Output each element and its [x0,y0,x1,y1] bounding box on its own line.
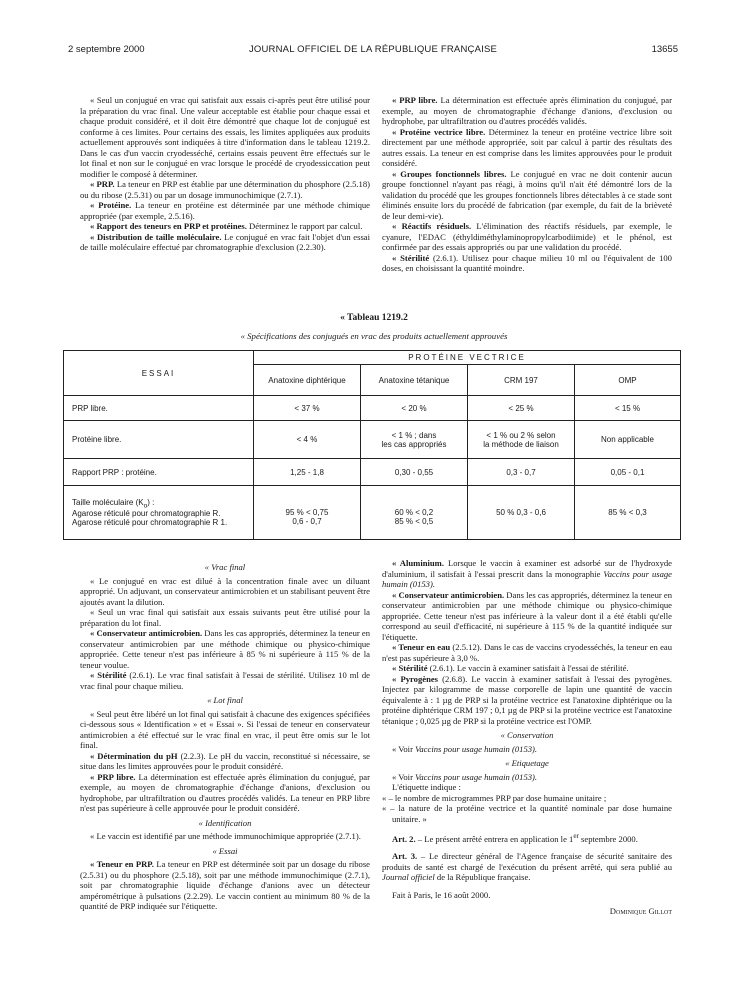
date-line: Fait à Paris, le 16 août 2000. [392,889,491,900]
table-cell: < 25 % [468,396,575,421]
table-title: « Tableau 1219.2 [340,313,408,323]
table-cell [361,486,468,540]
essai-header: ESSAI [64,351,254,396]
term: « Conservateur antimicrobien. [90,628,203,638]
table-cell: < 15 % [575,396,681,421]
term: « Réactifs résiduels. [392,221,472,231]
list-item: « – la nature de la protéine vectrice et la quantité nominale par dose humaine unitaire. » [382,803,672,824]
row-label: PRP libre. [64,396,254,421]
term: « Aluminium. [392,558,444,568]
text: Lorsque le vaccin à examiner est adsorbé sur de l'hydroxyde d'aluminium, il satisfait à l'essai prescrit dans la monographie [382,558,672,579]
paragraph [382,744,672,755]
text: Dans les cas appropriés, déterminez la teneur en conservateur antimicrobien par une méthode chimique ou physico-chimique appropriée. Cette teneur n'est pas inférieure à la valeur dont il a été établi qu'elle correspond au seuil d'efficacité, ni supérieure à 115 % de la quantité indiquée sur l'étiquette. [382,589,672,642]
article-3 [382,851,672,883]
list-item: « – le nombre de microgrammes PRP par dose humaine unitaire ; [382,792,607,803]
column-header: Anatoxine tétanique [361,365,468,396]
article-2 [382,831,672,844]
section-heading: « Etiquetage [505,758,549,768]
paragraph [382,642,672,663]
table-row [64,486,681,540]
reference: Journal officiel [382,872,435,883]
cell-line: 50 % 0,3 - 0,6 [496,508,546,517]
section-heading: « Vrac final [204,562,246,572]
text: (2.6.1). Le vaccin à examiner satisfait à l'essai de stérilité. [427,663,629,673]
paragraph [382,772,672,783]
paragraph [80,232,370,253]
term: « Teneur en eau [392,642,451,652]
reference: Vaccins pour usage humain (0153). [415,743,538,754]
header-page-number: 13655 [651,44,678,55]
table-row [64,421,681,459]
table-cell [361,421,468,459]
table-cell: < 37 % [254,396,361,421]
cell-line: < 1 % ; dans [391,430,437,440]
text: septembre 2000. [578,833,638,844]
text: de la République française. [434,872,531,883]
table-cell: < 20 % [361,396,468,421]
paragraph [382,127,672,169]
term: « Pyrogènes [392,673,439,684]
term: « Stérilité [392,663,428,673]
text: Dans les cas appropriés, déterminez la teneur en conservateur antimicrobien par une méthode chimique ou physico-chimique appropriée. Cette teneur n'est pas inférieure à 85 % ni supérieure à 115 % de la teneur voulue. [80,628,370,670]
proteine-vectrice-header: PROTÉINE VECTRICE [254,351,681,365]
text: L'élimination des réactifs résiduels, par exemple, le cyanure, l'EDAC (éthyldiméthylaminopropylcarbodiimide) et le phénol, est confirmée par des essais appropriés ou par une validation du procédé. [382,221,672,252]
column-bottom-right [382,558,672,917]
cell-line: 0,6 - 0,7 [292,517,322,526]
table-subtitle: « Spécifications des conjugués en vrac des produits actuellement approuvés [240,331,508,341]
paragraph: « Seul peut être libéré un lot final qui satisfait à chacune des exigences spécifiées ci-dessous sous « Identification » et « Essai ». Si l'essai de teneur en conservateur antimicrobien a été effectué sur le vrac final en vrac, il peut être omis sur le lot final. [80,708,370,750]
paragraph [382,674,672,727]
row-label: Protéine libre. [64,421,254,459]
column-header: Anatoxine diphtérique [254,365,361,396]
paragraph: « Seul un vrac final qui satisfait aux essais suivants peut être utilisé pour la préparation du lot final. [80,607,370,628]
column-bottom-left [80,558,370,912]
paragraph [80,670,370,691]
cell-line: les cas appropriés [381,439,447,449]
label-line: Agarose réticulé pour chromatographie R 1. [72,518,228,528]
paragraph [382,169,672,222]
term: « Stérilité [90,670,127,680]
table-row [64,396,681,421]
paragraph [80,859,370,912]
term: « Teneur en PRP. [90,859,154,869]
label-line: Agarose réticulé pour chromatographie R. [72,509,221,519]
term: « Distribution de taille moléculaire. [90,231,222,242]
table-cell: 1,25 - 1,8 [254,459,361,486]
signature: Dominique Gillot [609,906,672,917]
row-label [64,486,254,540]
text: (2.6.8). Le vaccin à examiner satisfait à l'essai des pyrogènes. Injectez par kilogramme de masse corporelle de lapin une quantité de vaccin équivalente à : 1 µg de PRP si la protéine vectrice est l'anatoxine diphtérique ou la protéine diphtérique CRM 197 ; 0,1 µg de PRP si la protéine vectrice est l'anatoxine tétanique ; 0,025 µg de PRP si la protéine vectrice est l'OMP. [382,673,672,726]
term: « Rapport des teneurs en PRP et protéines. [90,221,247,231]
article-label: Art. 2. [392,833,416,844]
table-cell [254,486,361,540]
term: « Groupes fonctionnels libres. [392,168,507,179]
subscript: o [143,502,148,510]
table-cell: 0,30 - 0,55 [361,459,468,486]
superscript: er [573,832,579,840]
paragraph [382,590,672,643]
paragraph: « Seul un conjugué en vrac qui satisfait aux essais ci-après peut être utilisé pour la préparation du vrac final. Une valeur acceptable est établie pour chaque essai et chaque produit considéré, et il doit être démontré que chaque lot de conjugué est conforme à ces limites. Pour certains des essais, les limites appliquées aux produits actuellement approuvés sont indiquées à titre d'information dans le tableau 1219.2. Dans le cas d'un vaccin cryodesséché, certains essais peuvent être effectués sur le lot final et non sur le conjugué en vrac lorsque le procédé de cryodessiccation peut modifier le composé à déterminer. [80,95,370,179]
term: « PRP libre. [392,95,438,105]
table-header-row [64,351,681,365]
section-heading: « Essai [212,845,238,856]
column-top-right [382,95,672,274]
paragraph: « Le conjugué en vrac est dilué à la concentration finale avec un diluant approprié. Un adjuvant, un conservateur antimicrobien et un stabilisant peuvent être ajoutés avant la dilution. [80,575,370,607]
paragraph [80,221,370,232]
paragraph [80,628,370,670]
text: « Voir [392,743,416,754]
paragraph: L'étiquette indique : [392,782,461,792]
cell-line: 85 % < 0,5 [394,517,434,526]
table-cell: < 4 % [254,421,361,459]
table-cell: Non applicable [575,421,681,459]
column-header: OMP [575,365,681,396]
text: « Voir [392,771,416,782]
text: Le conjugué en vrac fait l'objet d'un essai de taille moléculaire effectué par chromatographie d'exclusion (2.2.30). [80,231,370,252]
cell-line: 85 % < 0,3 [608,508,647,517]
term: « Conservateur antimicrobien. [392,589,505,600]
article-label: Art. 3. [392,851,418,862]
cell-line: 95 % < 0,75 [285,508,329,517]
cell-line: < 1 % ou 2 % selon [486,430,556,440]
term: « PRP. [90,179,115,189]
table-cell [468,486,575,540]
table-cell: 0,05 - 0,1 [575,459,681,486]
text: (2.6.1). Utilisez pour chaque milieu 10 ml ou l'équivalent de 100 doses, en choisissant la quantité moindre. [382,252,672,273]
text: (2.6.1). Le vrac final satisfait à l'essai de stérilité. Utilisez 10 ml de vrac final pour chaque milieu. [80,670,370,691]
table-cell: 0,3 - 0,7 [468,459,575,486]
paragraph [80,751,370,772]
text: Taille moléculaire (K [72,497,144,507]
text: La teneur en protéine est déterminée par une méthode chimique appropriée (par exemple, 2.5.16). [80,200,370,221]
paragraph [382,95,672,127]
table-row [64,459,681,486]
cell-line: la méthode de liaison [483,439,559,449]
paragraph [80,772,370,814]
section-heading: « Conservation [500,730,554,740]
specifications-table [63,350,681,540]
text: (2.5.12). Dans le cas de vaccins cryodesséchés, la teneur en eau n'est pas supérieure à 3,0 %. [382,642,672,663]
term: « Stérilité [392,252,430,263]
text: Le conjugué en vrac ne doit contenir aucun groupe fonctionnel n'ayant pas réagi, à moins qu'il n'ait été démontré lors de la validation du procédé que les groupes fonctionnels libres détectables à ce stade sont éliminés ensuite lors du procédé de fabrication (par exemple, du fait de la brièveté de leur demi-vie). [382,168,672,221]
paragraph [382,558,672,590]
paragraph [382,253,672,274]
reference: Vaccins pour usage humain (0153). [415,771,538,782]
cell-line: 60 % < 0,2 [394,508,434,517]
text: Déterminez la teneur en protéine vectrice libre soit directement par une méthode appropriée, soit par calcul à partir des résultats des autres essais. La teneur en est comprise dans les limites approuvées pour le produit considéré. [382,126,672,168]
text: La détermination est effectuée après élimination du conjugué, par exemple, au moyen de chromatographie d'échange d'anions, d'exclusion ou hydrophobe, par ultrafiltration ou d'autres procédés validés. La teneur en PRP libre n'est pas supérieure à celle approuvée pour le produit considéré. [80,771,370,813]
column-header: CRM 197 [468,365,575,396]
page-header [68,44,678,58]
term: « Détermination du pH [90,750,178,761]
text: Déterminez le rapport par calcul. [246,221,363,231]
paragraph [382,663,672,674]
label-line [72,497,155,510]
term: « PRP libre. [90,771,136,782]
text: La détermination est effectuée après élimination du conjugué, par exemple, au moyen de chromatographie d'échange d'anions, d'exclusion ou hydrophobe, par ultrafiltration ou d'autres procédés validés. [382,95,672,126]
text: La teneur en PRP est déterminée soit par un dosage du ribose (2.5.31) ou du phosphore (2.5.18), soit par une méthode immunochimique (2.7.1), soit par chromatographie liquide d'échange d'anions avec un détecteur ampérométrique à pulsations (2.2.29). Le vaccin contient au minimum 80 % de la quantité de PRP indiquée sur l'étiquette. [80,859,370,911]
header-date: 2 septembre 2000 [68,44,145,55]
text: – Le directeur général de l'Agence française de sécurité sanitaire des produits de santé est chargé de l'exécution du présent arrêté, qui sera publié au [382,851,673,872]
paragraph [382,221,672,253]
text: – Le présent arrêté entrera en application le 1 [415,833,574,844]
term: « Protéine vectrice libre. [392,126,486,137]
row-label: Rapport PRP : protéine. [64,459,254,486]
reference: Vaccins pour usage humain (0153). [382,568,672,589]
table-cell [468,421,575,459]
term: « Protéine. [90,200,132,210]
text: La teneur en PRP est établie par une détermination du phosphore (2.5.18) ou du ribose (2.5.31) ou par un dosage immunochimique (2.7.1). [80,179,371,200]
table-cell [575,486,681,540]
text: (2.2.3). Le pH du vaccin, reconstitué si nécessaire, se situe dans les limites approuvées pour le produit considéré. [80,750,370,771]
section-heading: « Lot final [207,695,243,705]
paragraph [80,200,370,221]
text: ) : [147,497,155,507]
paragraph: « Le vaccin est identifié par une méthode immunochimique appropriée (2.7.1). [90,831,361,841]
column-top-left [80,95,370,253]
paragraph [80,179,370,200]
section-heading: « Identification [198,817,252,828]
header-journal-title: JOURNAL OFFICIEL DE LA RÉPUBLIQUE FRANÇAISE [248,44,498,55]
